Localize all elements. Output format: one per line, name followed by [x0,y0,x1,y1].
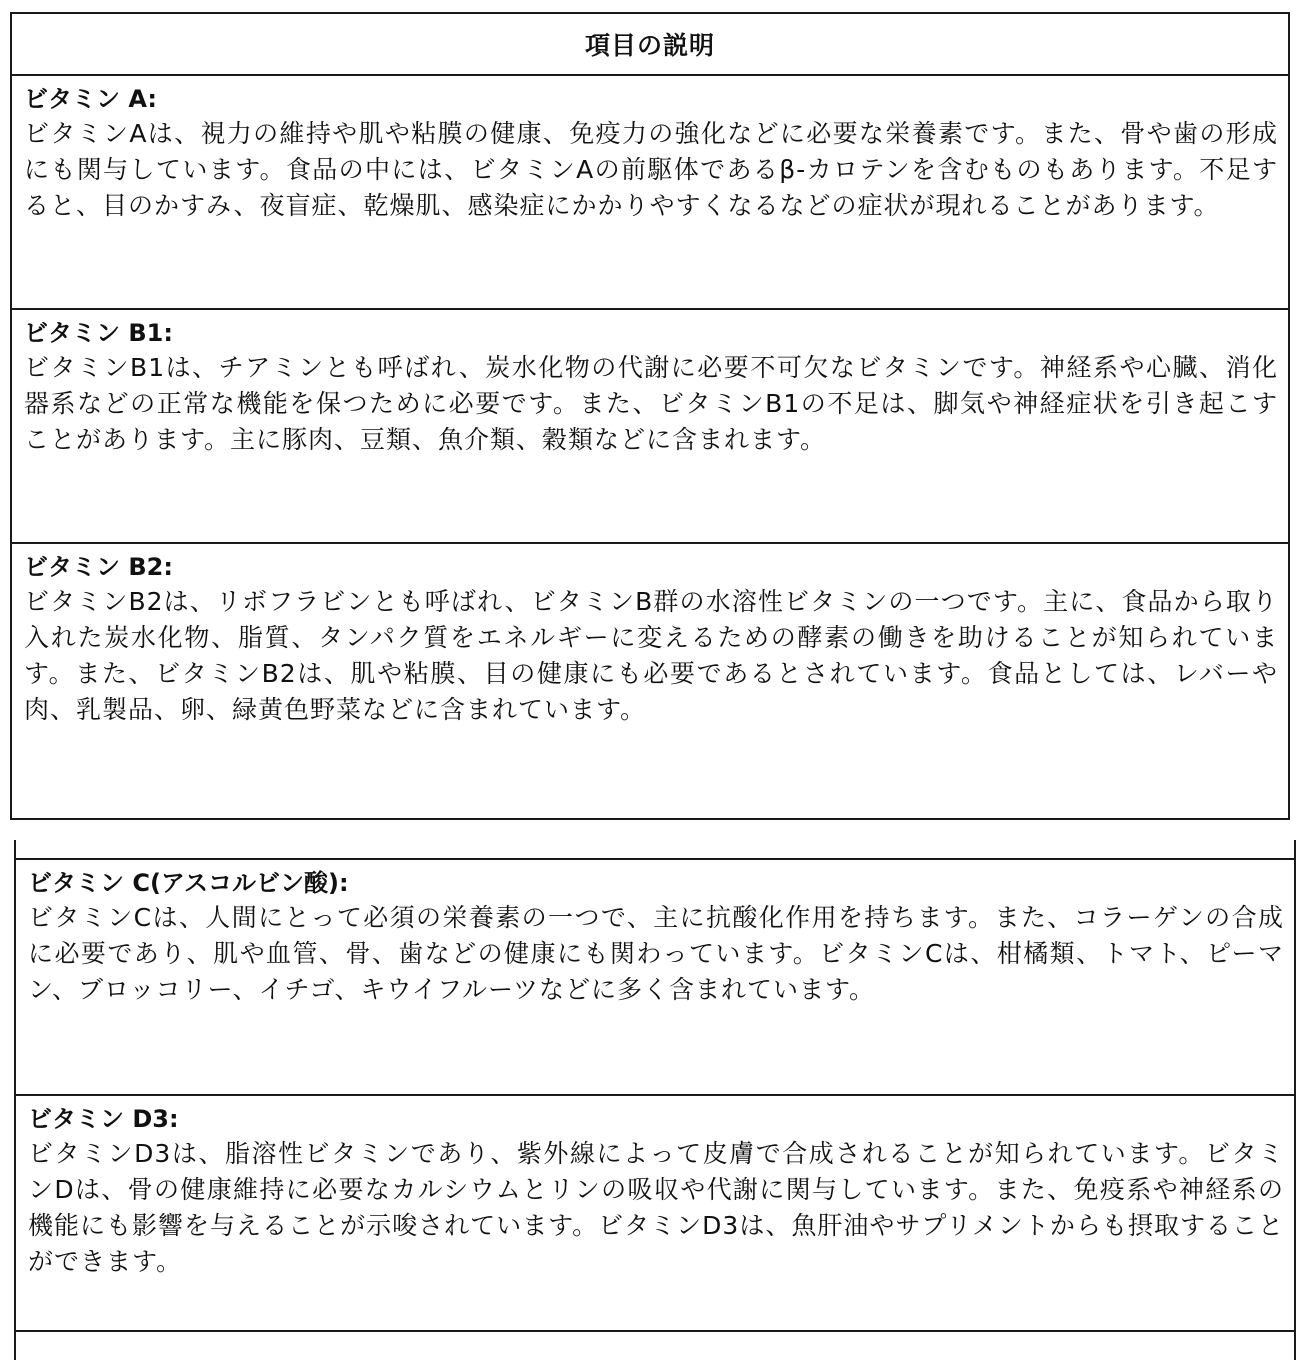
entry-title: ビタミン B2: [24,553,173,581]
entry-vitamin-b2 [12,544,1288,818]
vitamin-table-top [10,12,1290,820]
entry-title: ビタミン B1: [24,319,173,347]
table-header-title: 項目の説明 [584,31,715,60]
entry-description: ビタミンB2は、リボフラビンとも呼ばれ、ビタミンB群の水溶性ビタミンの一つです。主に、食品から取り入れた炭水化物、脂質、タンパク質をエネルギーに変えるための酵素の働きを助けることが知られています。また、ビタミンB2は、肌や粘膜、目の健康にも必要であるとされています。食品としては、レバーや肉、乳製品、卵、緑黄色野菜などに含まれています。 [24,587,1278,724]
vitamin-table-bottom [14,840,1296,1360]
entry-vitamin-a [12,76,1288,310]
entry-title: ビタミン A: [24,85,157,113]
entry-vitamin-d3 [16,1096,1294,1332]
entry-title: ビタミン C(アスコルビン酸): [28,869,349,897]
entry-vitamin-c [16,860,1294,1096]
table-continuation-stub [16,840,1294,860]
entry-title: ビタミン D3: [28,1105,179,1133]
entry-description: ビタミンB1は、チアミンとも呼ばれ、炭水化物の代謝に必要不可欠なビタミンです。神経系や心臓、消化器系などの正常な機能を保つために必要です。また、ビタミンB1の不足は、脚気や神経症状を引き起こすことがあります。主に豚肉、豆類、魚介類、穀類などに含まれます。 [24,353,1278,454]
entry-description: ビタミンAは、視力の維持や肌や粘膜の健康、免疫力の強化などに必要な栄養素です。また、骨や歯の形成にも関与しています。食品の中には、ビタミンAの前駆体であるβ-カロテンを含むものもあります。不足すると、目のかすみ、夜盲症、乾燥肌、感染症にかかりやすくなるなどの症状が現れることがあります。 [24,119,1278,220]
table-header [12,14,1288,76]
entry-vitamin-b1 [12,310,1288,544]
entry-description: ビタミンD3は、脂溶性ビタミンであり、紫外線によって皮膚で合成されることが知られています。ビタミンDは、骨の健康維持に必要なカルシウムとリンの吸収や代謝に関与しています。また、免疫系や神経系の機能にも影響を与えることが示唆されています。ビタミンD3は、魚肝油やサプリメントからも摂取することができます。 [28,1139,1284,1276]
entry-description: ビタミンCは、人間にとって必須の栄養素の一つで、主に抗酸化作用を持ちます。また、コラーゲンの合成に必要であり、肌や血管、骨、歯などの健康にも関わっています。ビタミンCは、柑橘類、トマト、ピーマン、ブロッコリー、イチゴ、キウイフルーツなどに多く含まれています。 [28,903,1284,1004]
